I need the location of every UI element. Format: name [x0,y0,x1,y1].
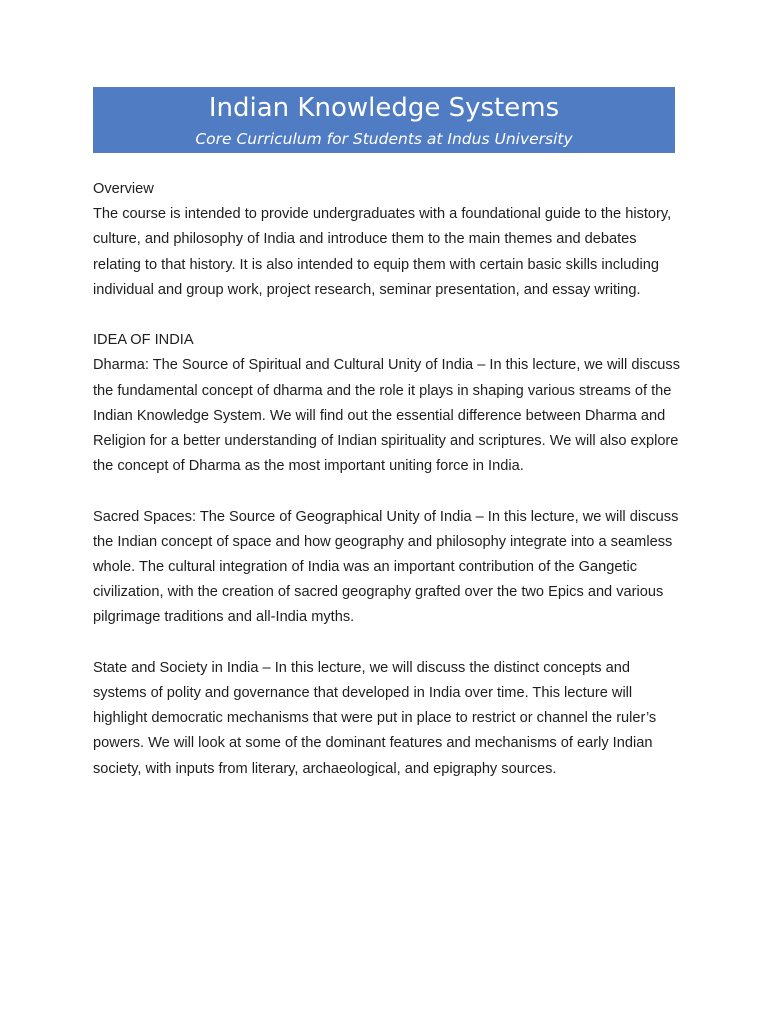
overview-paragraph: The course is intended to provide undergraduates with a foundational guide to the history, culture, and philosophy of India and introduce them to the main themes and debates relating to that history. It is also intended to equip them with certain basic skills including individual and group work, project research, seminar presentation, and essay writing. [93,206,672,298]
document-body [93,177,683,782]
spacer [93,479,683,504]
document-title: Indian Knowledge Systems [208,93,560,123]
idea-of-india-heading: IDEA OF INDIA [93,332,194,349]
sacred-spaces-paragraph: Sacred Spaces: The Source of Geographical Unity of India – In this lecture, we will discuss the Indian concept of space and how geography and philosophy integrate into a seamless whole. The cultural integration of India was an important contribution of the Gangetic civilization, with the creation of sacred geography grafted over the two Epics and various pilgrimage traditions and all-India myths. [93,508,679,626]
state-and-society-paragraph: State and Society in India – In this lecture, we will discuss the distinct concepts and systems of polity and governance that developed in India over time. This lecture will highlight democratic mechanisms that were put in place to restrict or channel the ruler’s powers. We will look at some of the dominant features and mechanisms of early Indian society, with inputs from literary, archaeological, and epigraphy sources. [93,659,657,777]
title-banner [93,87,675,153]
overview-heading: Overview [93,181,154,197]
document-subtitle: Core Curriculum for Students at Indus University [195,130,573,148]
spacer [93,631,683,656]
dharma-paragraph: Dharma: The Source of Spiritual and Cultural Unity of India – In this lecture, we will discuss the fundamental concept of dharma and the role it plays in shaping various streams of the Indian Knowledge System. We will find out the essential difference between Dharma and Religion for a better understanding of Indian spirituality and scriptures. We will also explore the concept of Dharma as the most important uniting force in India. [93,357,680,475]
spacer [93,303,683,328]
